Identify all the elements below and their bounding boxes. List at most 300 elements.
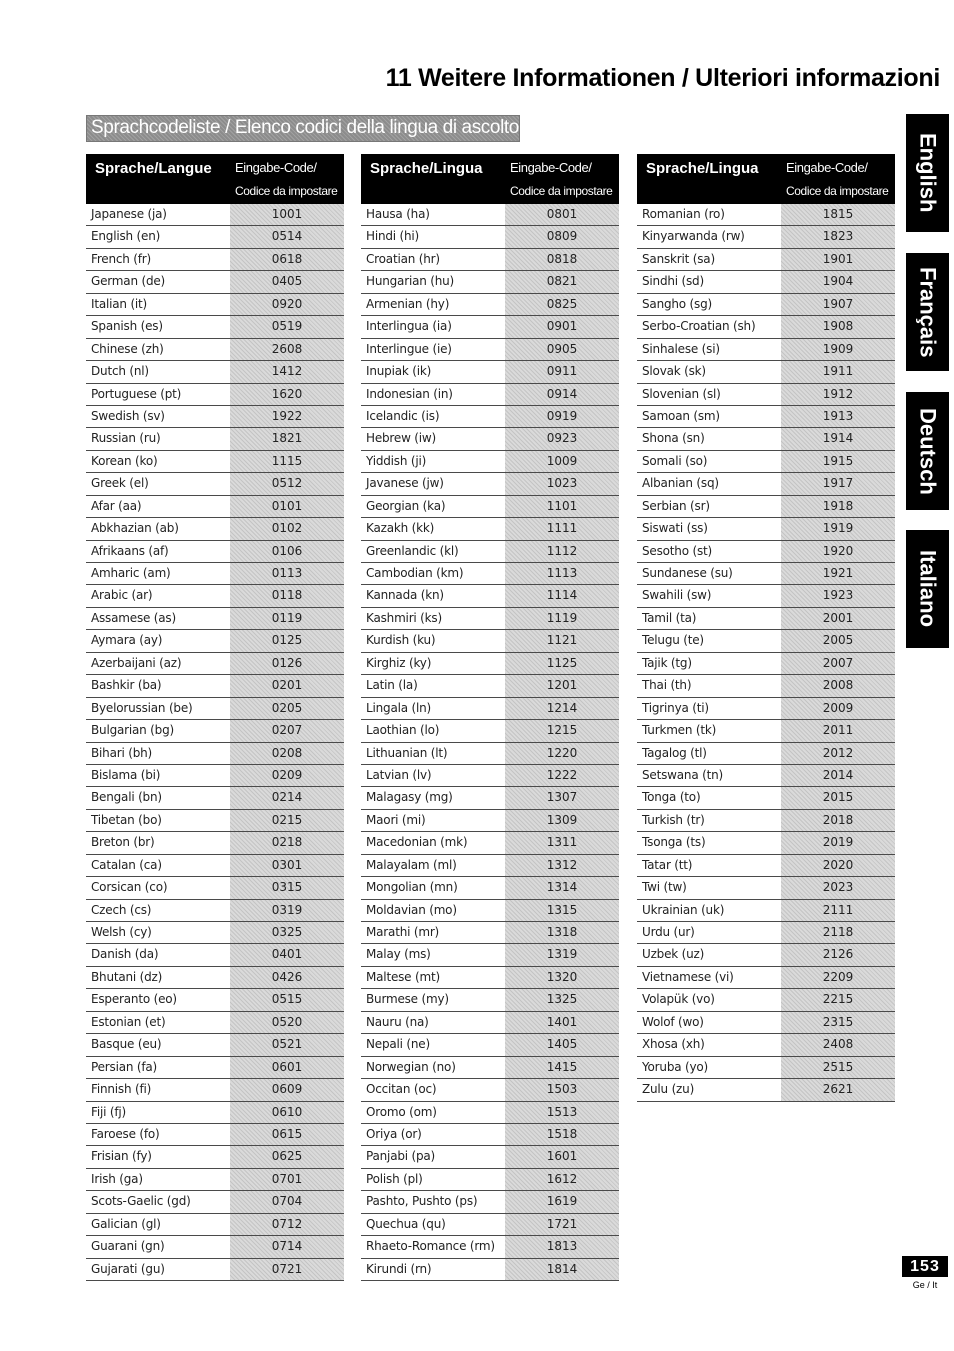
language-code: 1319 bbox=[505, 944, 619, 965]
language-name: Malay (ms) bbox=[366, 947, 431, 962]
table-row bbox=[637, 249, 895, 271]
language-name: Tajik (tg) bbox=[642, 655, 692, 670]
language-name: Persian (fa) bbox=[91, 1059, 158, 1074]
language-code: 1619 bbox=[505, 1191, 619, 1212]
language-code: 1201 bbox=[505, 675, 619, 696]
language-name: Urdu (ur) bbox=[642, 925, 695, 939]
language-code: 0618 bbox=[230, 249, 344, 270]
table-row bbox=[637, 698, 895, 720]
table-row bbox=[86, 922, 344, 944]
language-name: Basque (eu) bbox=[91, 1037, 162, 1052]
language-code: 1115 bbox=[230, 451, 344, 472]
column-header-code-line1: Eingabe-Code/ bbox=[786, 160, 868, 175]
language-name: Nepali (ne) bbox=[366, 1037, 430, 1052]
table-row bbox=[637, 496, 895, 518]
language-name: Serbo-Croatian (sh) bbox=[642, 319, 756, 334]
language-name: Turkmen (tk) bbox=[642, 723, 717, 738]
language-code: 0901 bbox=[505, 316, 619, 337]
table-row bbox=[637, 294, 895, 316]
language-name: Frisian (fy) bbox=[91, 1149, 152, 1164]
language-code: 1913 bbox=[781, 406, 895, 427]
column-header-language: Sprache/Lingua bbox=[646, 160, 759, 177]
language-name: Interlingua (ia) bbox=[366, 319, 452, 334]
language-code: 1325 bbox=[505, 989, 619, 1010]
table-row bbox=[361, 1102, 619, 1124]
table-row bbox=[86, 1191, 344, 1213]
table-row bbox=[86, 451, 344, 473]
language-name: Occitan (oc) bbox=[366, 1082, 437, 1097]
language-code: 2014 bbox=[781, 765, 895, 786]
column-header-code-line1: Eingabe-Code/ bbox=[510, 160, 592, 175]
language-name: Nauru (na) bbox=[366, 1014, 429, 1029]
language-code: 0923 bbox=[505, 428, 619, 449]
table-header bbox=[361, 154, 619, 204]
language-code: 0704 bbox=[230, 1191, 344, 1212]
language-code: 0625 bbox=[230, 1146, 344, 1167]
language-code-table-1 bbox=[86, 154, 344, 1281]
language-code: 1114 bbox=[505, 585, 619, 606]
table-row bbox=[361, 1012, 619, 1034]
language-name: Bashkir (ba) bbox=[91, 678, 162, 693]
table-row bbox=[361, 1146, 619, 1168]
language-code: 1914 bbox=[781, 428, 895, 449]
table-row bbox=[361, 787, 619, 809]
language-code: 0615 bbox=[230, 1124, 344, 1145]
column-header-language: Sprache/Lingua bbox=[370, 160, 483, 177]
tab-english[interactable] bbox=[906, 114, 949, 232]
table-row bbox=[361, 585, 619, 607]
language-code: 1620 bbox=[230, 384, 344, 405]
table-row bbox=[637, 384, 895, 406]
table-row bbox=[361, 563, 619, 585]
table-row bbox=[361, 877, 619, 899]
table-row bbox=[637, 810, 895, 832]
language-code: 0712 bbox=[230, 1214, 344, 1235]
table-row bbox=[637, 720, 895, 742]
language-code: 0119 bbox=[230, 608, 344, 629]
table-row bbox=[86, 832, 344, 854]
tab-francais[interactable] bbox=[906, 253, 949, 371]
language-code: 1320 bbox=[505, 967, 619, 988]
language-code: 1909 bbox=[781, 339, 895, 360]
language-name: Swedish (sv) bbox=[91, 408, 165, 423]
language-name: Bulgarian (bg) bbox=[91, 723, 174, 738]
language-code: 1919 bbox=[781, 518, 895, 539]
language-code: 0714 bbox=[230, 1236, 344, 1257]
language-name: Slovak (sk) bbox=[642, 364, 706, 379]
language-code: 1911 bbox=[781, 361, 895, 382]
language-name: Sangho (sg) bbox=[642, 296, 712, 311]
language-name: Korean (ko) bbox=[91, 453, 158, 468]
language-name: Portuguese (pt) bbox=[91, 386, 182, 401]
table-row bbox=[637, 451, 895, 473]
table-row bbox=[86, 428, 344, 450]
column-header-code-line2: Codice da impostare bbox=[510, 184, 613, 198]
table-row bbox=[86, 855, 344, 877]
language-code: 0919 bbox=[505, 406, 619, 427]
language-name: Tagalog (tl) bbox=[642, 745, 707, 760]
table-row bbox=[637, 900, 895, 922]
language-code: 2008 bbox=[781, 675, 895, 696]
table-header bbox=[86, 154, 344, 204]
language-code: 2608 bbox=[230, 339, 344, 360]
language-code: 1009 bbox=[505, 451, 619, 472]
language-code: 2215 bbox=[781, 989, 895, 1010]
table-row bbox=[637, 743, 895, 765]
table-row bbox=[86, 316, 344, 338]
language-name: Marathi (mr) bbox=[366, 925, 440, 939]
table-row bbox=[361, 1214, 619, 1236]
language-name: German (de) bbox=[91, 274, 166, 289]
tab-italiano[interactable] bbox=[906, 530, 949, 648]
table-row bbox=[86, 294, 344, 316]
language-code: 0809 bbox=[505, 226, 619, 247]
language-code: 0520 bbox=[230, 1012, 344, 1033]
table-row bbox=[637, 518, 895, 540]
table-row bbox=[361, 1124, 619, 1146]
language-name: Tigrinya (ti) bbox=[642, 700, 709, 715]
language-name: Kinyarwanda (rw) bbox=[642, 229, 745, 244]
table-row bbox=[637, 585, 895, 607]
table-row bbox=[86, 765, 344, 787]
language-name: Tonga (to) bbox=[642, 790, 701, 805]
language-name: Assamese (as) bbox=[91, 610, 176, 625]
language-name: Afar (aa) bbox=[91, 498, 142, 513]
table-row bbox=[86, 1146, 344, 1168]
language-code: 0214 bbox=[230, 787, 344, 808]
table-row bbox=[361, 473, 619, 495]
table-row bbox=[86, 1034, 344, 1056]
table-row bbox=[86, 989, 344, 1011]
table-row bbox=[361, 832, 619, 854]
table-row bbox=[637, 339, 895, 361]
language-code: 0118 bbox=[230, 585, 344, 606]
language-code: 1815 bbox=[781, 204, 895, 225]
language-name: French (fr) bbox=[91, 251, 152, 266]
language-name: Latvian (lv) bbox=[366, 767, 432, 782]
table-row bbox=[361, 743, 619, 765]
language-name: Xhosa (xh) bbox=[642, 1037, 705, 1052]
tab-italiano-label: Italiano bbox=[915, 550, 941, 628]
table-row bbox=[637, 1012, 895, 1034]
language-name: Croatian (hr) bbox=[366, 251, 440, 266]
language-name: Burmese (my) bbox=[366, 992, 449, 1007]
language-name: Kannada (kn) bbox=[366, 588, 444, 603]
table-row bbox=[637, 832, 895, 854]
table-row bbox=[86, 1214, 344, 1236]
language-name: Hausa (ha) bbox=[366, 207, 430, 221]
language-code: 2515 bbox=[781, 1057, 895, 1078]
language-name: Interlingue (ie) bbox=[366, 341, 452, 356]
language-code: 2005 bbox=[781, 630, 895, 651]
language-code: 1111 bbox=[505, 518, 619, 539]
language-code: 1814 bbox=[505, 1259, 619, 1280]
language-code: 0721 bbox=[230, 1259, 344, 1280]
language-name: Sesotho (st) bbox=[642, 543, 712, 558]
language-code: 2315 bbox=[781, 1012, 895, 1033]
language-name: Uzbek (uz) bbox=[642, 947, 705, 962]
language-code: 2621 bbox=[781, 1079, 895, 1100]
table-row bbox=[86, 1124, 344, 1146]
table-row bbox=[361, 1259, 619, 1281]
table-row bbox=[361, 1057, 619, 1079]
language-code: 1101 bbox=[505, 496, 619, 517]
language-code: 0519 bbox=[230, 316, 344, 337]
page-title: 11 Weitere Informationen / Ulteriori informazioni bbox=[385, 64, 940, 92]
table-row bbox=[86, 1236, 344, 1258]
column-header-code-line2: Codice da impostare bbox=[235, 184, 338, 198]
language-code: 2111 bbox=[781, 900, 895, 921]
table-row bbox=[86, 675, 344, 697]
language-name: Rhaeto-Romance (rm) bbox=[366, 1239, 495, 1254]
language-name: Maori (mi) bbox=[366, 812, 426, 827]
language-code: 0601 bbox=[230, 1057, 344, 1078]
table-row bbox=[86, 967, 344, 989]
language-code: 0208 bbox=[230, 743, 344, 764]
table-row bbox=[637, 765, 895, 787]
table-row bbox=[361, 967, 619, 989]
language-name: Albanian (sq) bbox=[642, 476, 719, 491]
table-row bbox=[86, 944, 344, 966]
language-name: Esperanto (eo) bbox=[91, 992, 177, 1007]
table-row bbox=[361, 226, 619, 248]
table-row bbox=[86, 406, 344, 428]
language-name: Chinese (zh) bbox=[91, 341, 164, 356]
language-code: 2007 bbox=[781, 653, 895, 674]
language-code: 1823 bbox=[781, 226, 895, 247]
table-row bbox=[361, 608, 619, 630]
language-code: 1314 bbox=[505, 877, 619, 898]
table-row bbox=[637, 1057, 895, 1079]
language-code: 1121 bbox=[505, 630, 619, 651]
table-row bbox=[361, 765, 619, 787]
language-code: 0101 bbox=[230, 496, 344, 517]
language-code: 1917 bbox=[781, 473, 895, 494]
table-row bbox=[361, 294, 619, 316]
language-code: 0301 bbox=[230, 855, 344, 876]
language-code: 1513 bbox=[505, 1102, 619, 1123]
language-code: 1220 bbox=[505, 743, 619, 764]
table-row bbox=[637, 608, 895, 630]
language-name: Scots-Gaelic (gd) bbox=[91, 1194, 191, 1209]
language-code: 1001 bbox=[230, 204, 344, 225]
language-name: Irish (ga) bbox=[91, 1171, 143, 1186]
language-code: 0125 bbox=[230, 630, 344, 651]
language-name: Arabic (ar) bbox=[91, 588, 153, 603]
table-row bbox=[637, 1079, 895, 1101]
language-name: Dutch (nl) bbox=[91, 364, 149, 379]
language-name: Lingala (ln) bbox=[366, 700, 432, 715]
tab-deutsch[interactable] bbox=[906, 392, 949, 510]
language-code: 0102 bbox=[230, 518, 344, 539]
language-name: Thai (th) bbox=[642, 678, 692, 693]
table-row bbox=[637, 855, 895, 877]
language-code: 1503 bbox=[505, 1079, 619, 1100]
language-name: Estonian (et) bbox=[91, 1014, 166, 1029]
language-name: Afrikaans (af) bbox=[91, 543, 169, 558]
table-row bbox=[361, 810, 619, 832]
table-row bbox=[361, 541, 619, 563]
language-code: 1601 bbox=[505, 1146, 619, 1167]
language-name: Javanese (jw) bbox=[366, 476, 444, 491]
table-row bbox=[637, 675, 895, 697]
language-code: 1923 bbox=[781, 585, 895, 606]
language-name: Corsican (co) bbox=[91, 880, 168, 895]
table-row bbox=[86, 720, 344, 742]
language-code: 0911 bbox=[505, 361, 619, 382]
language-code: 0801 bbox=[505, 204, 619, 225]
language-name: Greenlandic (kl) bbox=[366, 543, 459, 558]
language-code: 0609 bbox=[230, 1079, 344, 1100]
tab-deutsch-label: Deutsch bbox=[915, 407, 941, 495]
table-row bbox=[86, 541, 344, 563]
language-name: Zulu (zu) bbox=[642, 1082, 695, 1097]
language-code: 0401 bbox=[230, 944, 344, 965]
table-row bbox=[361, 922, 619, 944]
language-name: Greek (el) bbox=[91, 476, 149, 491]
language-code: 1222 bbox=[505, 765, 619, 786]
language-code: 1912 bbox=[781, 384, 895, 405]
language-name: Inupiak (ik) bbox=[366, 364, 432, 379]
table-row bbox=[86, 249, 344, 271]
section-title: Sprachcodeliste / Elenco codici della lingua di ascolto bbox=[91, 117, 519, 138]
table-row bbox=[86, 787, 344, 809]
language-name: Turkish (tr) bbox=[642, 812, 705, 827]
language-code: 1518 bbox=[505, 1124, 619, 1145]
table-row bbox=[637, 944, 895, 966]
language-name: English (en) bbox=[91, 229, 161, 244]
language-code: 1405 bbox=[505, 1034, 619, 1055]
language-code: 0209 bbox=[230, 765, 344, 786]
language-code: 2019 bbox=[781, 832, 895, 853]
table-row bbox=[86, 743, 344, 765]
language-code: 1412 bbox=[230, 361, 344, 382]
table-row bbox=[86, 204, 344, 226]
language-code: 1315 bbox=[505, 900, 619, 921]
language-code: 0426 bbox=[230, 967, 344, 988]
language-code: 2001 bbox=[781, 608, 895, 629]
language-name: Panjabi (pa) bbox=[366, 1149, 436, 1164]
language-code: 1415 bbox=[505, 1057, 619, 1078]
language-name: Oriya (or) bbox=[366, 1126, 422, 1141]
table-row bbox=[361, 653, 619, 675]
language-code: 0905 bbox=[505, 339, 619, 360]
language-code: 1821 bbox=[230, 428, 344, 449]
table-row bbox=[637, 989, 895, 1011]
language-name: Tatar (tt) bbox=[642, 857, 693, 872]
language-name: Somali (so) bbox=[642, 453, 708, 468]
table-row bbox=[361, 451, 619, 473]
table-header bbox=[637, 154, 895, 204]
table-row bbox=[86, 496, 344, 518]
language-code: 1908 bbox=[781, 316, 895, 337]
language-name: Macedonian (mk) bbox=[366, 835, 468, 850]
language-name: Byelorussian (be) bbox=[91, 700, 193, 715]
language-name: Fiji (fj) bbox=[91, 1104, 126, 1119]
language-code: 1023 bbox=[505, 473, 619, 494]
table-row bbox=[637, 630, 895, 652]
language-name: Maltese (mt) bbox=[366, 969, 440, 984]
language-name: Kashmiri (ks) bbox=[366, 610, 442, 625]
table-row bbox=[361, 316, 619, 338]
table-row bbox=[361, 249, 619, 271]
table-row bbox=[361, 720, 619, 742]
table-row bbox=[637, 877, 895, 899]
table-row bbox=[637, 563, 895, 585]
language-name: Italian (it) bbox=[91, 296, 148, 311]
language-code: 0315 bbox=[230, 877, 344, 898]
language-name: Kurdish (ku) bbox=[366, 633, 436, 648]
table-row bbox=[361, 1079, 619, 1101]
language-code: 1904 bbox=[781, 271, 895, 292]
language-code: 1915 bbox=[781, 451, 895, 472]
language-name: Twi (tw) bbox=[642, 880, 687, 895]
table-row bbox=[361, 204, 619, 226]
language-name: Lithuanian (lt) bbox=[366, 745, 448, 760]
language-name: Armenian (hy) bbox=[366, 296, 450, 311]
table-row bbox=[86, 698, 344, 720]
language-code: 0825 bbox=[505, 294, 619, 315]
language-code: 1920 bbox=[781, 541, 895, 562]
page-language: Ge / It bbox=[912, 1280, 938, 1290]
language-name: Oromo (om) bbox=[366, 1104, 437, 1119]
table-row bbox=[637, 541, 895, 563]
language-name: Bhutani (dz) bbox=[91, 969, 163, 984]
language-code: 0920 bbox=[230, 294, 344, 315]
table-row bbox=[361, 630, 619, 652]
table-row bbox=[637, 922, 895, 944]
language-name: Aymara (ay) bbox=[91, 633, 163, 648]
language-code: 1918 bbox=[781, 496, 895, 517]
language-name: Danish (da) bbox=[91, 947, 159, 962]
language-name: Sanskrit (sa) bbox=[642, 251, 715, 266]
column-header-code-line1: Eingabe-Code/ bbox=[235, 160, 317, 175]
table-row bbox=[86, 1102, 344, 1124]
table-row bbox=[361, 675, 619, 697]
table-row bbox=[361, 944, 619, 966]
language-code: 1922 bbox=[230, 406, 344, 427]
language-code: 0515 bbox=[230, 989, 344, 1010]
language-code: 0201 bbox=[230, 675, 344, 696]
language-code: 0218 bbox=[230, 832, 344, 853]
language-code: 0701 bbox=[230, 1169, 344, 1190]
table-row bbox=[361, 900, 619, 922]
table-row bbox=[361, 1034, 619, 1056]
table-row bbox=[86, 653, 344, 675]
language-name: Amharic (am) bbox=[91, 566, 171, 580]
table-row bbox=[637, 1034, 895, 1056]
language-code: 1311 bbox=[505, 832, 619, 853]
language-name: Samoan (sm) bbox=[642, 408, 720, 423]
language-code: 0113 bbox=[230, 563, 344, 584]
table-row bbox=[86, 900, 344, 922]
language-name: Shona (sn) bbox=[642, 431, 705, 446]
table-row bbox=[86, 1057, 344, 1079]
language-name: Russian (ru) bbox=[91, 431, 161, 446]
table-row bbox=[637, 428, 895, 450]
table-row bbox=[637, 967, 895, 989]
language-code: 1312 bbox=[505, 855, 619, 876]
language-name: Guarani (gn) bbox=[91, 1239, 165, 1254]
language-name: Galician (gl) bbox=[91, 1216, 161, 1231]
table-row bbox=[361, 496, 619, 518]
language-code: 2126 bbox=[781, 944, 895, 965]
language-name: Bihari (bh) bbox=[91, 745, 152, 760]
table-row bbox=[361, 698, 619, 720]
table-row bbox=[86, 271, 344, 293]
table-row bbox=[361, 384, 619, 406]
language-name: Yoruba (yo) bbox=[642, 1059, 709, 1074]
